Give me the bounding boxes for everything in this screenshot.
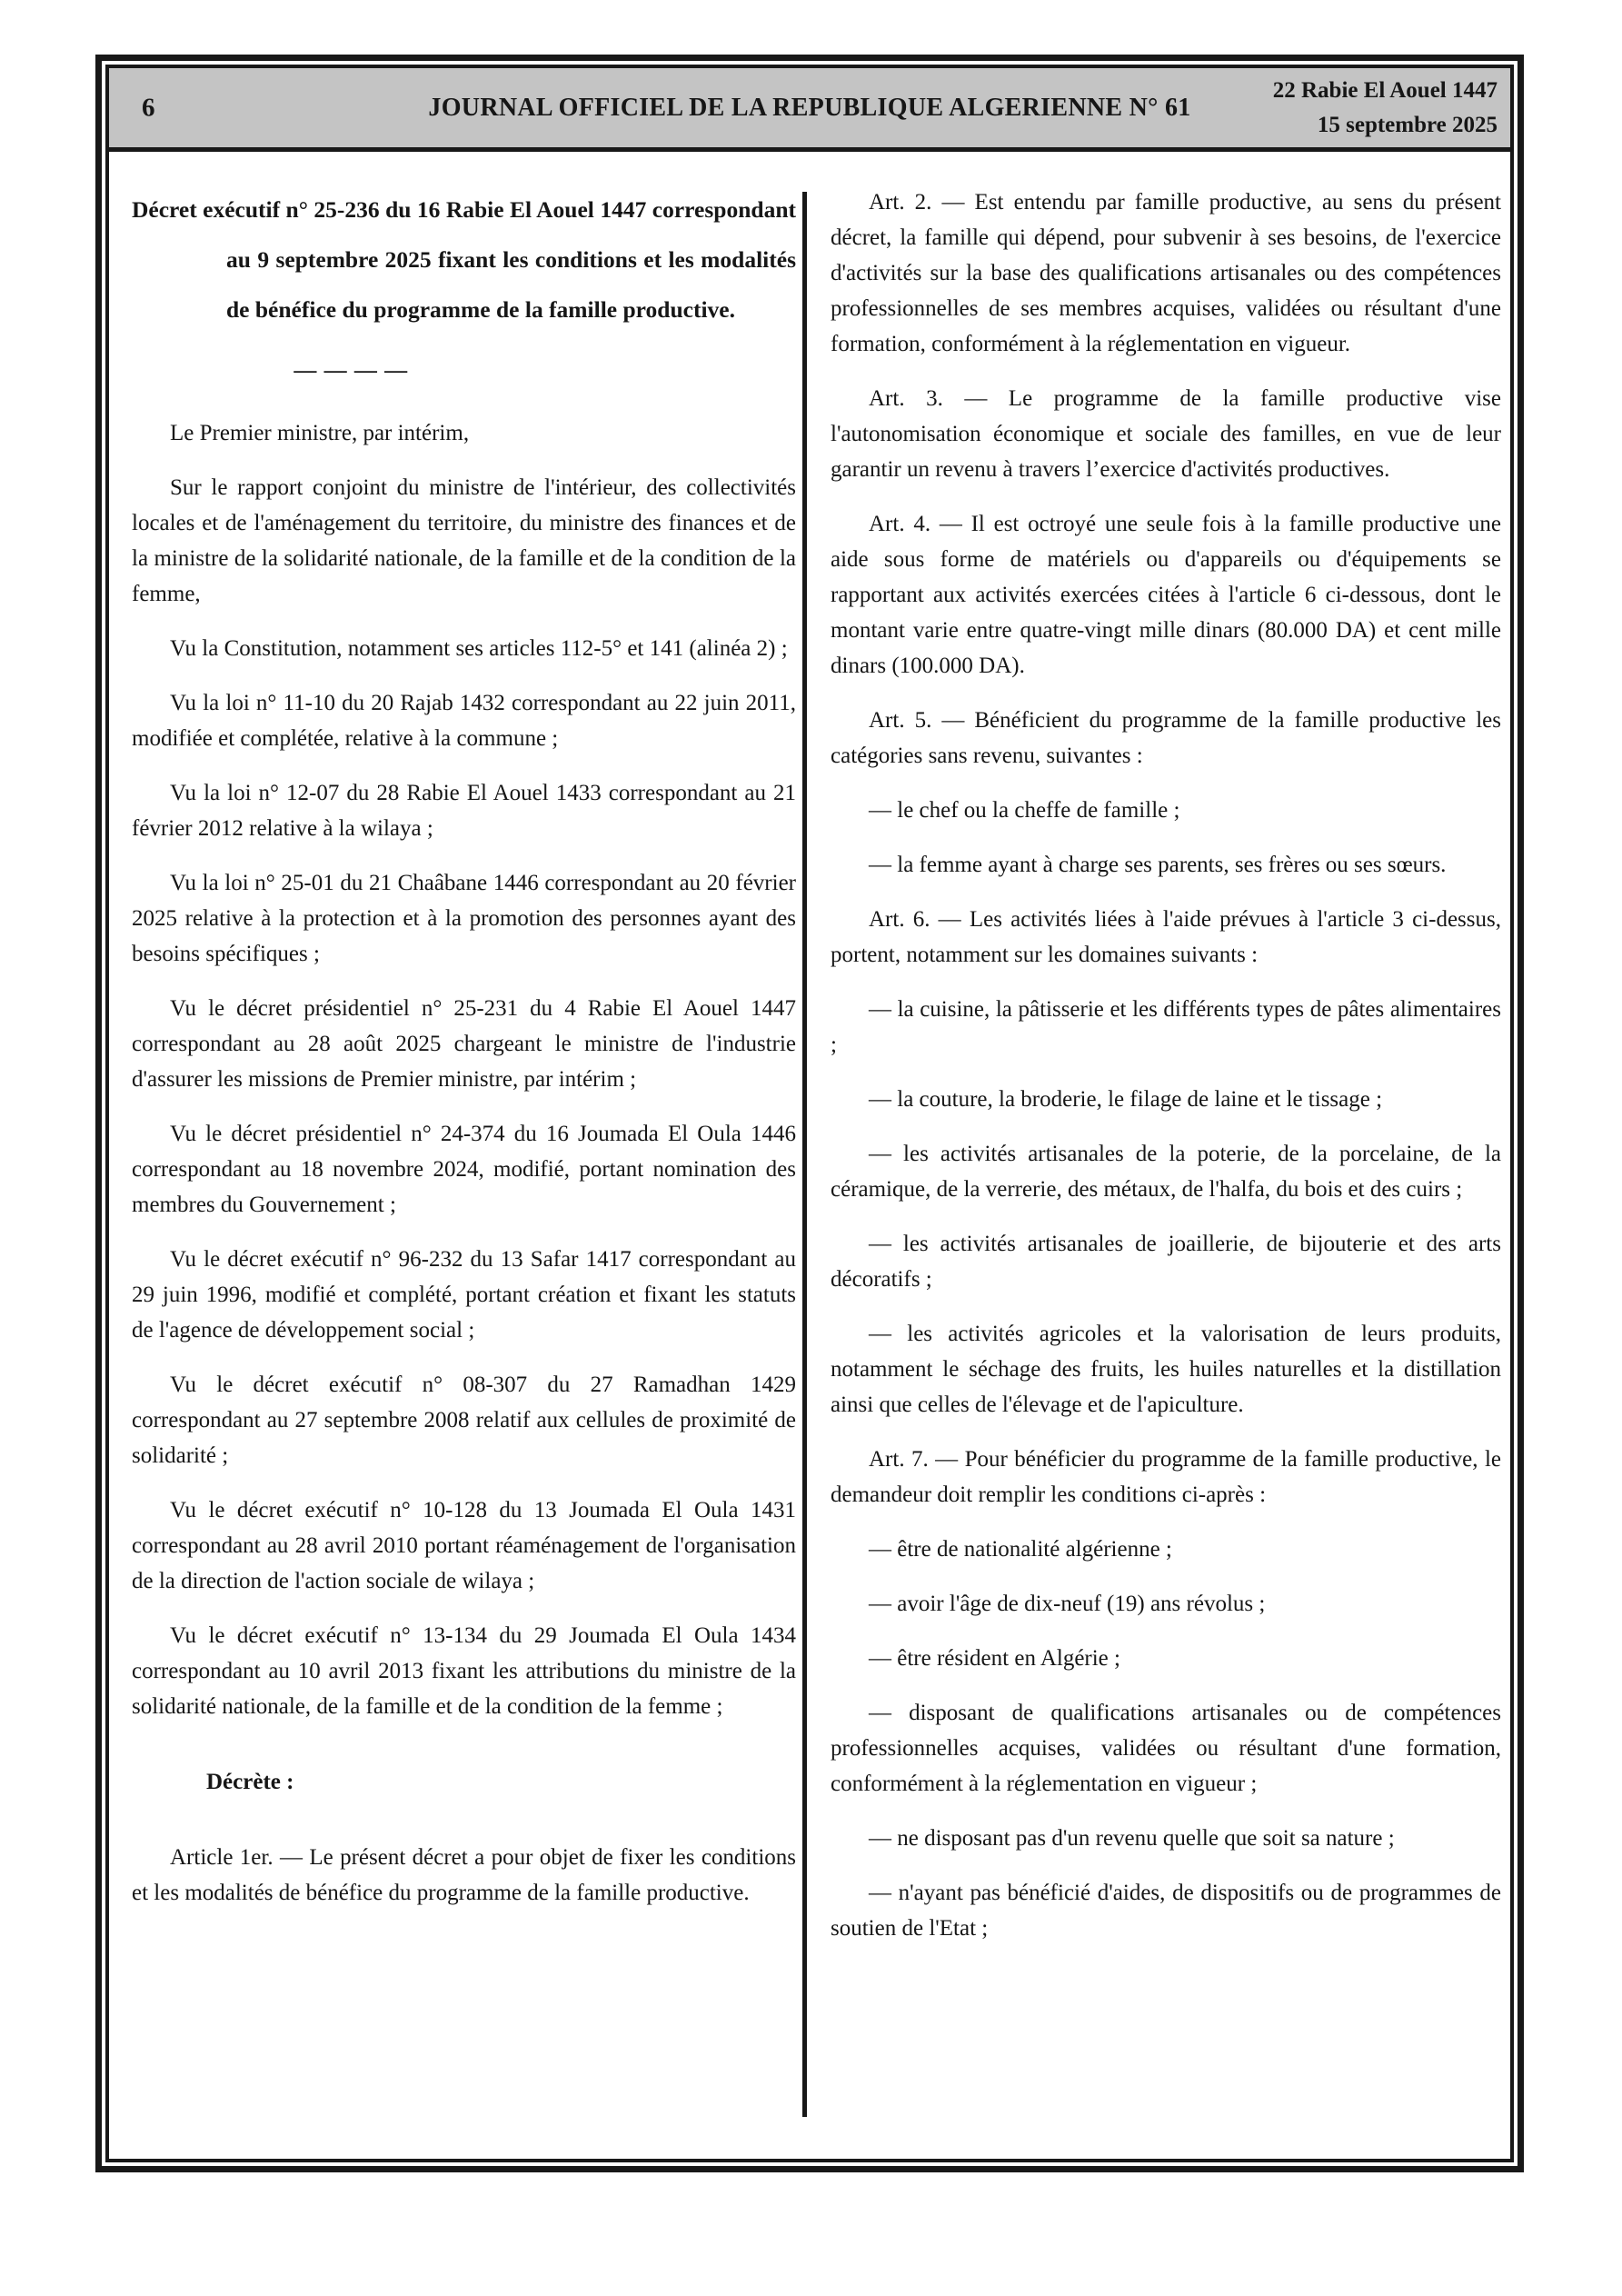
list-item: — le chef ou la cheffe de famille ; — [869, 798, 1180, 823]
column-divider — [802, 192, 807, 2117]
visa-paragraph: Vu la Constitution, notamment ses articles 112-5° et 141 (alinéa 2) ; — [170, 636, 788, 661]
decrete-label: Décrète : — [206, 1770, 294, 1794]
list-item: — les activités agricoles et la valorisation de leurs produits, notamment le séchage des fruits, les huiles naturelles et la distillation ainsi que celles de l'élevage et de l'apiculture. — [831, 1322, 1501, 1417]
list-item: — la couture, la broderie, le filage de laine et le tissage ; — [869, 1087, 1383, 1112]
list-item: — être de nationalité algérienne ; — [869, 1537, 1172, 1562]
list-item: — les activités artisanales de la poterie, de la porcelaine, de la céramique, de la verrerie, des métaux, de l'halfa, du bois et des cuirs ; — [831, 1142, 1501, 1202]
visa-paragraph: Vu la loi n° 12-07 du 28 Rabie El Aouel 1433 correspondant au 21 février 2012 relative à la wilaya ; — [132, 781, 796, 841]
article-2-paragraph: Art. 2. — Est entendu par famille productive, au sens du présent décret, la famille qui dépend, pour subvenir à ses besoins, de l'exercice d'activités sur la base des qualifications artisanales ou des compétences professionnelles de ses membres acquises, validées ou résultant d'une formation, conformément à la réglementation en vigueur. — [831, 190, 1501, 356]
list-item: — la cuisine, la pâtisserie et les différents types de pâtes alimentaires ; — [831, 997, 1501, 1057]
visa-paragraph: Vu le décret exécutif n° 10-128 du 13 Joumada El Oula 1431 correspondant au 28 avril 2010 portant réaménagement de l'organisation de la direction de l'action sociale de wilaya ; — [132, 1498, 796, 1593]
article-5-paragraph: Art. 5. — Bénéficient du programme de la famille productive les catégories sans revenu, suivantes : — [831, 708, 1501, 768]
list-item: — la femme ayant à charge ses parents, ses frères ou ses sœurs. — [869, 853, 1447, 877]
page-number: 6 — [142, 93, 155, 122]
list-item: — ne disposant pas d'un revenu quelle que soit sa nature ; — [869, 1826, 1395, 1851]
header-band — [109, 68, 1510, 152]
list-item: — n'ayant pas bénéficié d'aides, de dispositifs ou de programmes de soutien de l'Etat ; — [831, 1881, 1501, 1941]
section-separator: — — — — — [294, 358, 409, 383]
list-item: — être résident en Algérie ; — [869, 1646, 1120, 1671]
header-dates — [1273, 74, 1498, 143]
left-column — [132, 185, 796, 1911]
article-6-paragraph: Art. 6. — Les activités liées à l'aide prévues à l'article 3 ci-dessus, portent, notamment sur les domaines suivants : — [831, 907, 1501, 967]
premier-ministre-line: Le Premier ministre, par intérim, — [170, 421, 470, 445]
article-1-paragraph: Article 1er. — Le présent décret a pour objet de fixer les conditions et les modalités de bénéfice du programme de la famille productive. — [132, 1845, 796, 1905]
frame-inner — [105, 65, 1514, 2162]
decree-title: Décret exécutif n° 25-236 du 16 Rabie El Aouel 1447 correspondant au 9 septembre 2025 fixant les conditions et les modalités de bénéfice du programme de la famille productive. — [132, 196, 796, 323]
visa-paragraph: Vu le décret exécutif n° 96-232 du 13 Safar 1417 correspondant au 29 juin 1996, modifié et complété, portant création et fixant les statuts de l'agence de développement social ; — [132, 1247, 796, 1343]
visa-paragraph: Vu le décret présidentiel n° 25-231 du 4 Rabie El Aouel 1447 correspondant au 28 août 2025 chargeant le ministre de l'industrie d'assurer les missions de Premier ministre, par intérim ; — [132, 996, 796, 1092]
date-gregorian: 15 septembre 2025 — [1317, 112, 1498, 137]
article-4-paragraph: Art. 4. — Il est octroyé une seule fois à la famille productive une aide sous forme de matériels ou d'appareils ou d'équipements se rapportant aux activités exercées citées à l'article 6 ci-dessous, dont le montant varie entre quatre-vingt mille dinars (80.000 DA) et cent mille dinars (100.000 DA). — [831, 512, 1501, 678]
rapport-paragraph: Sur le rapport conjoint du ministre de l'intérieur, des collectivités locales et de l'aménagement du territoire, du ministre des finances et de la ministre de la solidarité nationale, de la famille et de la condition de la femme, — [132, 475, 796, 606]
visa-paragraph: Vu le décret exécutif n° 08-307 du 27 Ramadhan 1429 correspondant au 27 septembre 2008 relatif aux cellules de proximité de solidarité ; — [132, 1373, 796, 1468]
page-content — [109, 152, 1510, 2154]
list-item: — les activités artisanales de joaillerie, de bijouterie et des arts décoratifs ; — [831, 1232, 1501, 1292]
list-item: — disposant de qualifications artisanales ou de compétences professionnelles acquises, validées ou résultant d'une formation, conformément à la réglementation en vigueur ; — [831, 1701, 1501, 1796]
page-frame — [95, 55, 1524, 2172]
visa-paragraph: Vu le décret exécutif n° 13-134 du 29 Joumada El Oula 1434 correspondant au 10 avril 2013 fixant les attributions du ministre de la solidarité nationale, de la famille et de la condition de la femme ; — [132, 1623, 796, 1719]
date-hijri: 22 Rabie El Aouel 1447 — [1272, 77, 1498, 103]
right-column — [831, 185, 1501, 1946]
article-3-paragraph: Art. 3. — Le programme de la famille productive vise l'autonomisation économique et sociale des familles, en vue de leur garantir un revenu à travers l’exercice d'activités productives. — [831, 386, 1501, 482]
visa-paragraph: Vu la loi n° 25-01 du 21 Chaâbane 1446 correspondant au 20 février 2025 relative à la protection et à la promotion des personnes ayant des besoins spécifiques ; — [132, 871, 796, 966]
visa-paragraph: Vu la loi n° 11-10 du 20 Rajab 1432 correspondant au 22 juin 2011, modifiée et complétée, relative à la commune ; — [132, 691, 796, 751]
list-item: — avoir l'âge de dix-neuf (19) ans révolus ; — [869, 1592, 1266, 1616]
journal-title: JOURNAL OFFICIEL DE LA REPUBLIQUE ALGERIENNE N° 61 — [428, 93, 1191, 122]
visa-paragraph: Vu le décret présidentiel n° 24-374 du 16 Joumada El Oula 1446 correspondant au 18 novembre 2024, modifié, portant nomination des membres du Gouvernement ; — [132, 1122, 796, 1217]
article-7-paragraph: Art. 7. — Pour bénéficier du programme de la famille productive, le demandeur doit remplir les conditions ci-après : — [831, 1447, 1501, 1507]
